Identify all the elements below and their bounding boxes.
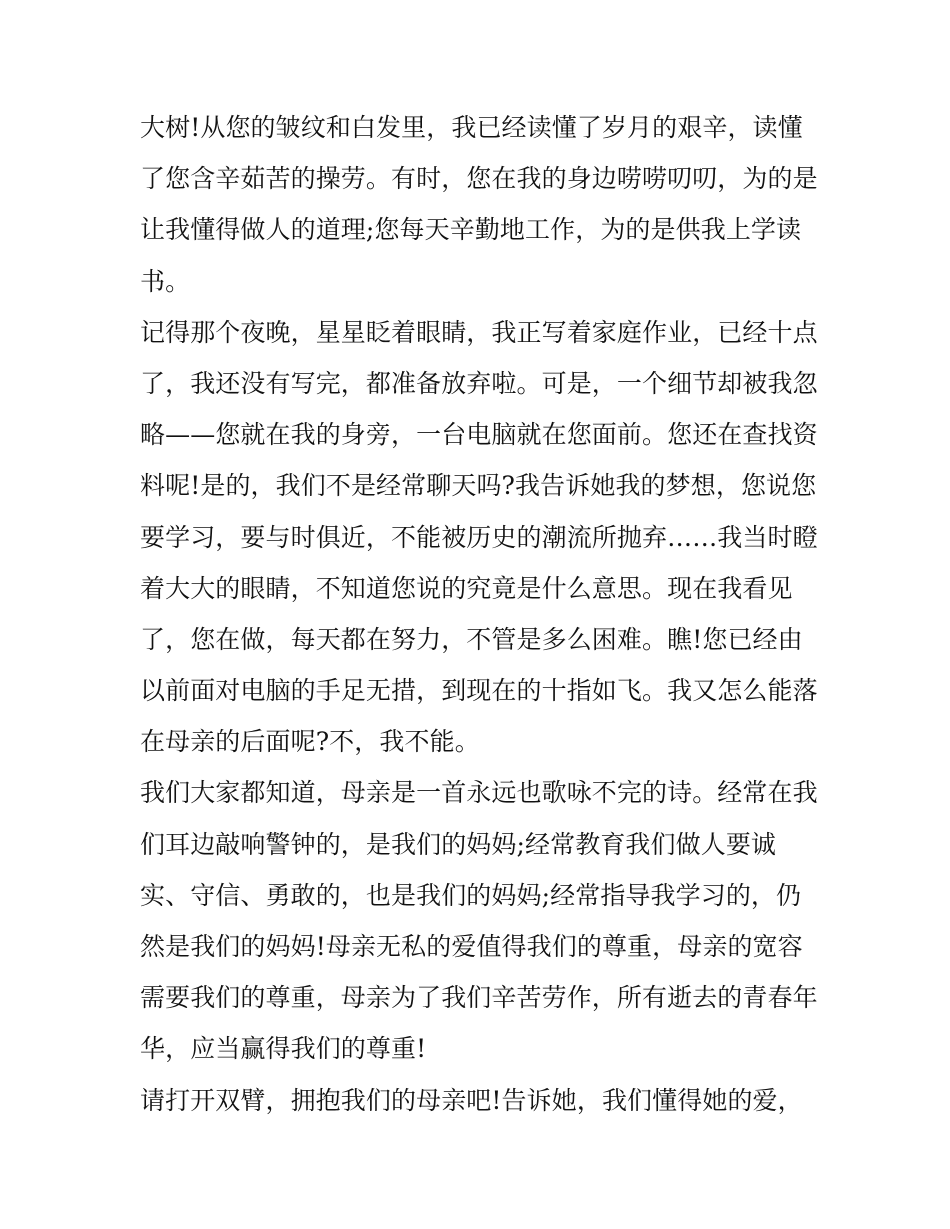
text-line: 然是我们的妈妈!母亲无私的爱值得我们的尊重，母亲的宽容 — [140, 932, 803, 961]
text-line: 大树!从您的皱纹和白发里，我已经读懂了岁月的艰辛，读懂 — [140, 113, 803, 142]
essay-text — [140, 102, 820, 1126]
text-line: 略——您就在我的身旁，一台电脑就在您面前。您还在查找资 — [140, 420, 818, 450]
text-line: 实、守信、勇敢的，也是我们的妈妈;经常指导我学习的，仍 — [140, 880, 802, 910]
text-line: 华，应当赢得我们的尊重! — [140, 1034, 427, 1064]
text-line: 们耳边敲响警钟的，是我们的妈妈;经常教育我们做人要诚 — [140, 829, 777, 859]
text-line: 了，我还没有写完，都准备放弃啦。可是，一个细节却被我忽 — [140, 368, 818, 398]
text-line: 记得那个夜晚，星星眨着眼睛，我正写着家庭作业，已经十点 — [140, 317, 818, 347]
text-line: 需要我们的尊重，母亲为了我们辛苦劳作，所有逝去的青春年 — [140, 983, 818, 1013]
text-line: 请打开双臂，拥抱我们的母亲吧!告诉她，我们懂得她的爱， — [140, 1085, 803, 1115]
text-line: 书。 — [140, 266, 191, 296]
text-line: 要学习，要与时俱近，不能被历史的潮流所抛弃……我当时瞪 — [140, 522, 818, 552]
text-line: 料呢!是的，我们不是经常聊天吗?我告诉她我的梦想，您说您 — [140, 471, 817, 501]
text-line: 我们大家都知道，母亲是一首永远也歌咏不完的诗。经常在我 — [140, 778, 818, 808]
text-line: 在母亲的后面呢?不，我不能。 — [140, 727, 480, 757]
text-line: 了，您在做，每天都在努力，不管是多么困难。瞧!您已经由 — [140, 624, 803, 654]
text-line: 以前面对电脑的手足无措，到现在的十指如飞。我又怎么能落 — [140, 676, 818, 706]
text-line: 让我懂得做人的道理;您每天辛勤地工作，为的是供我上学读 — [140, 215, 802, 245]
text-line: 着大大的眼睛，不知道您说的究竟是什么意思。现在我看见 — [140, 573, 793, 603]
text-line: 了您含辛茹苦的操劳。有时，您在我的身边唠唠叨叨，为的是 — [140, 164, 818, 194]
